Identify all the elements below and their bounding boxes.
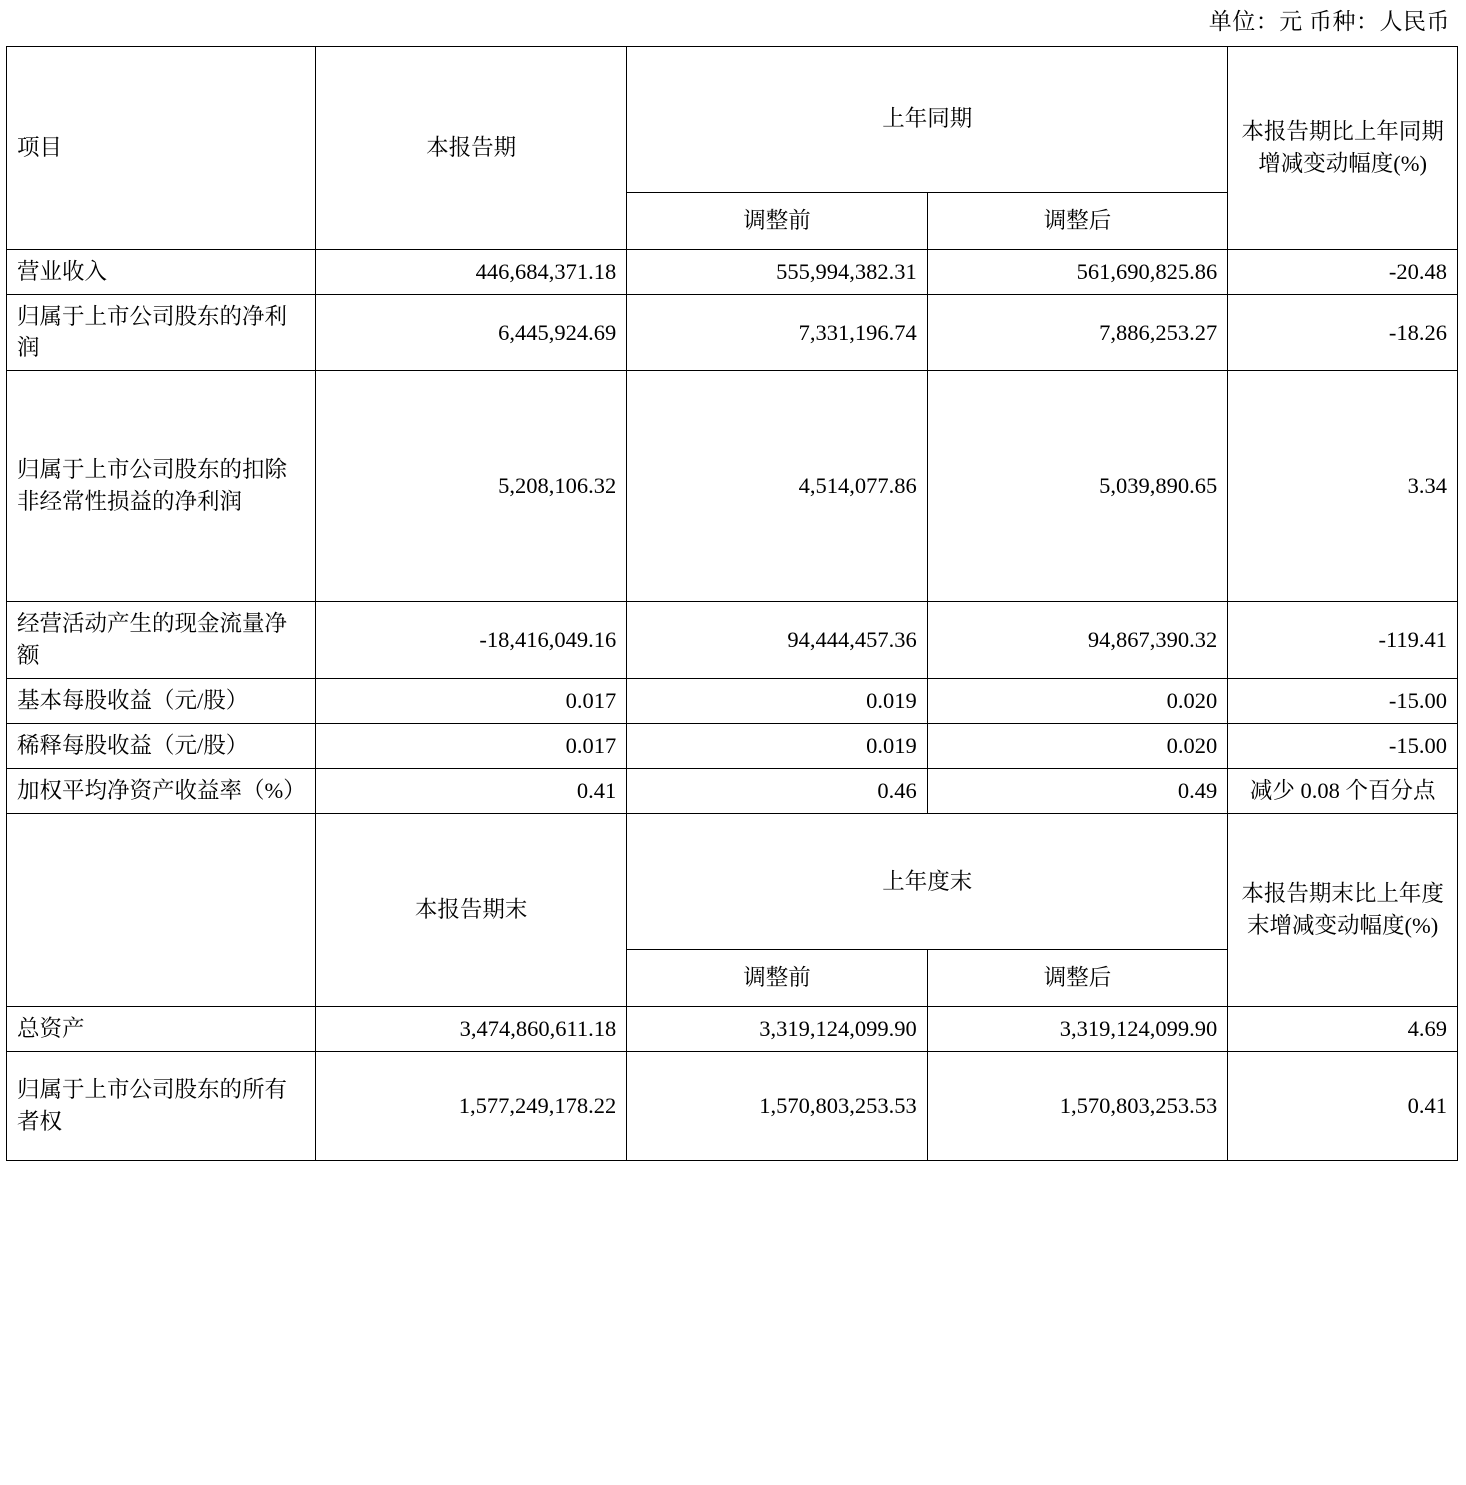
table-row (7, 769, 1458, 814)
table-header-row-1 (7, 46, 1458, 192)
header-before-adjust-2: 调整前 (627, 950, 927, 1007)
row-label: 基本每股收益（元/股） (7, 679, 316, 724)
header-change-pct-2: 本报告期末比上年度末增减变动幅度(%) (1228, 814, 1458, 1007)
row-label: 稀释每股收益（元/股） (7, 724, 316, 769)
row-change: 0.41 (1228, 1052, 1458, 1161)
row-current: 3,474,860,611.18 (316, 1007, 627, 1052)
row-change: -18.26 (1228, 294, 1458, 371)
row-before: 94,444,457.36 (627, 602, 927, 679)
row-after: 7,886,253.27 (927, 294, 1228, 371)
row-current: 5,208,106.32 (316, 371, 627, 602)
row-current: 6,445,924.69 (316, 294, 627, 371)
row-after: 561,690,825.86 (927, 249, 1228, 294)
row-before: 3,319,124,099.90 (627, 1007, 927, 1052)
row-after: 1,570,803,253.53 (927, 1052, 1228, 1161)
row-label: 归属于上市公司股东的所有者权 (7, 1052, 316, 1161)
unit-note: 单位：元 币种：人民币 (1208, 9, 1450, 34)
financial-summary-table (6, 46, 1458, 1161)
row-label: 经营活动产生的现金流量净额 (7, 602, 316, 679)
table-row (7, 602, 1458, 679)
table-row (7, 294, 1458, 371)
header-before-adjust: 调整前 (627, 192, 927, 249)
table-row (7, 679, 1458, 724)
table-row (7, 249, 1458, 294)
row-before: 0.019 (627, 724, 927, 769)
row-change: -119.41 (1228, 602, 1458, 679)
row-current: -18,416,049.16 (316, 602, 627, 679)
row-current: 0.017 (316, 679, 627, 724)
header-same-period-last-year: 上年同期 (627, 46, 1228, 192)
row-current: 446,684,371.18 (316, 249, 627, 294)
header-after-adjust-2: 调整后 (927, 950, 1228, 1007)
row-change: -15.00 (1228, 679, 1458, 724)
table-row (7, 371, 1458, 602)
row-change: 3.34 (1228, 371, 1458, 602)
header-current-period-end: 本报告期末 (316, 814, 627, 1007)
table-row (7, 724, 1458, 769)
header-last-year-end: 上年度末 (627, 814, 1228, 950)
row-before: 7,331,196.74 (627, 294, 927, 371)
row-after: 0.49 (927, 769, 1228, 814)
row-after: 0.020 (927, 679, 1228, 724)
header-item-2 (7, 814, 316, 1007)
row-label: 营业收入 (7, 249, 316, 294)
header-current-period: 本报告期 (316, 46, 627, 249)
row-after: 0.020 (927, 724, 1228, 769)
row-change: -20.48 (1228, 249, 1458, 294)
row-after: 94,867,390.32 (927, 602, 1228, 679)
table-row (7, 1007, 1458, 1052)
row-current: 0.017 (316, 724, 627, 769)
row-after: 5,039,890.65 (927, 371, 1228, 602)
row-label: 归属于上市公司股东的扣除非经常性损益的净利润 (7, 371, 316, 602)
row-before: 0.019 (627, 679, 927, 724)
row-change: 减少 0.08 个百分点 (1228, 769, 1458, 814)
header-after-adjust: 调整后 (927, 192, 1228, 249)
row-change: 4.69 (1228, 1007, 1458, 1052)
table-header-row-3 (7, 814, 1458, 950)
row-change: -15.00 (1228, 724, 1458, 769)
table-row (7, 1052, 1458, 1161)
row-label: 加权平均净资产收益率（%） (7, 769, 316, 814)
row-before: 1,570,803,253.53 (627, 1052, 927, 1161)
row-label: 归属于上市公司股东的净利润 (7, 294, 316, 371)
row-current: 1,577,249,178.22 (316, 1052, 627, 1161)
header-item: 项目 (7, 46, 316, 249)
row-before: 4,514,077.86 (627, 371, 927, 602)
row-before: 555,994,382.31 (627, 249, 927, 294)
row-label: 总资产 (7, 1007, 316, 1052)
row-before: 0.46 (627, 769, 927, 814)
header-change-pct: 本报告期比上年同期增减变动幅度(%) (1228, 46, 1458, 249)
row-after: 3,319,124,099.90 (927, 1007, 1228, 1052)
row-current: 0.41 (316, 769, 627, 814)
